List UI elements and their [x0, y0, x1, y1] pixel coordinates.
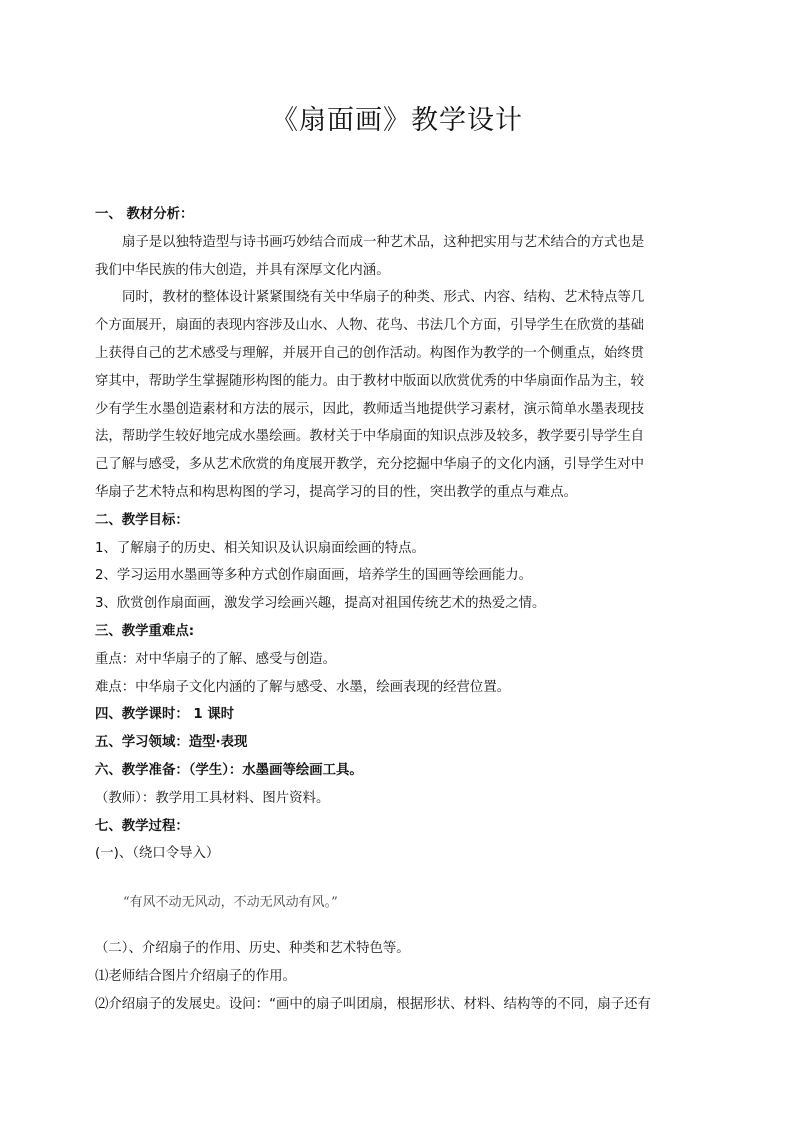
paragraph-line: 同时，教材的整体设计紧紧围绕有关中华扇子的种类、形式、内容、结构、艺术特点等几 — [122, 290, 645, 306]
section-heading-teaching-goals: 二、教学目标： — [95, 512, 189, 528]
document-title: 《扇面画》教学设计 — [271, 105, 523, 136]
process-step: (一)、（绕口令导入） — [95, 846, 220, 862]
paragraph-line: 少有学生水墨创造素材和方法的展示，因此，教师适当地提供学习素材，演示简单水墨表现技 — [95, 401, 645, 417]
key-point: 重点：对中华扇子的了解、感受与创造。 — [95, 651, 337, 667]
section-heading-teaching-process: 七、教学过程： — [95, 818, 189, 834]
goal-item: 3、欣赏创作扇面画，激发学习绘画兴趣，提高对祖国传统艺术的热爱之情。 — [95, 596, 546, 612]
paragraph-line: 穿其中，帮助学生掌握随形构图的能力。由于教材中版面以欣赏优秀的中华扇面作品为主，较 — [95, 373, 645, 389]
paragraph-line: 上获得自己的艺术感受与理解，并展开自己的创作活动。构图作为教学的一个侧重点，始终贯 — [95, 345, 645, 361]
tongue-twister-quote: “有风不动无风动，不动无风动有风。” — [123, 895, 338, 911]
difficult-point: 难点：中华扇子文化内涵的了解与感受、水墨，绘画表现的经营位置。 — [95, 679, 511, 695]
paragraph-line: 法，帮助学生较好地完成水墨绘画。教材关于中华扇面的知识点涉及较多，教学要引导学生自 — [95, 429, 645, 445]
paragraph-line: 己了解与感受，多从艺术欣赏的角度展开教学，充分挖掘中华扇子的文化内涵，引导学生对中 — [95, 457, 645, 473]
section-heading-learning-area: 五、学习领域：造型·表现 — [95, 735, 248, 751]
paragraph-line: 个方面展开，扇面的表现内容涉及山水、人物、花鸟、书法几个方面，引导学生在欣赏的基础 — [95, 318, 645, 334]
teacher-preparation: （教师）：教学用工具材料、图片资料。 — [95, 790, 330, 806]
paragraph-line: 我们中华民族的伟大创造，并具有深厚文化内涵。 — [95, 262, 390, 278]
section-heading-class-hours: 四、教学课时： 1 课时 — [95, 707, 235, 723]
goal-item: 2、学习运用水墨画等多种方式创作扇面画，培养学生的国画等绘画能力。 — [95, 568, 533, 584]
section-heading-key-difficult: 三、教学重难点: — [95, 623, 195, 639]
process-step: （二）、介绍扇子的作用、历史、种类和艺术特色等。 — [95, 941, 410, 957]
process-substep: ⑵介绍扇子的发展史。设问：“画中的扇子叫团扇，根据形状、材料、结构等的不同，扇子还有 — [95, 996, 651, 1012]
section-heading-preparation: 六、教学准备：（学生）：水墨画等绘画工具。 — [95, 762, 363, 778]
paragraph-line: 扇子是以独特造型与诗书画巧妙结合而成一种艺术品，这种把实用与艺术结合的方式也是 — [122, 234, 645, 250]
goal-item: 1、了解扇子的历史、相关知识及认识扇面绘画的特点。 — [95, 540, 425, 556]
document-body — [95, 201, 680, 1019]
process-substep: ⑴老师结合图片介绍扇子的作用。 — [95, 968, 296, 984]
paragraph-line: 华扇子艺术特点和构思构图的学习，提高学习的目的性，突出教学的重点与难点。 — [95, 484, 578, 500]
section-heading-textbook-analysis: 一、 教材分析： — [95, 207, 194, 222]
